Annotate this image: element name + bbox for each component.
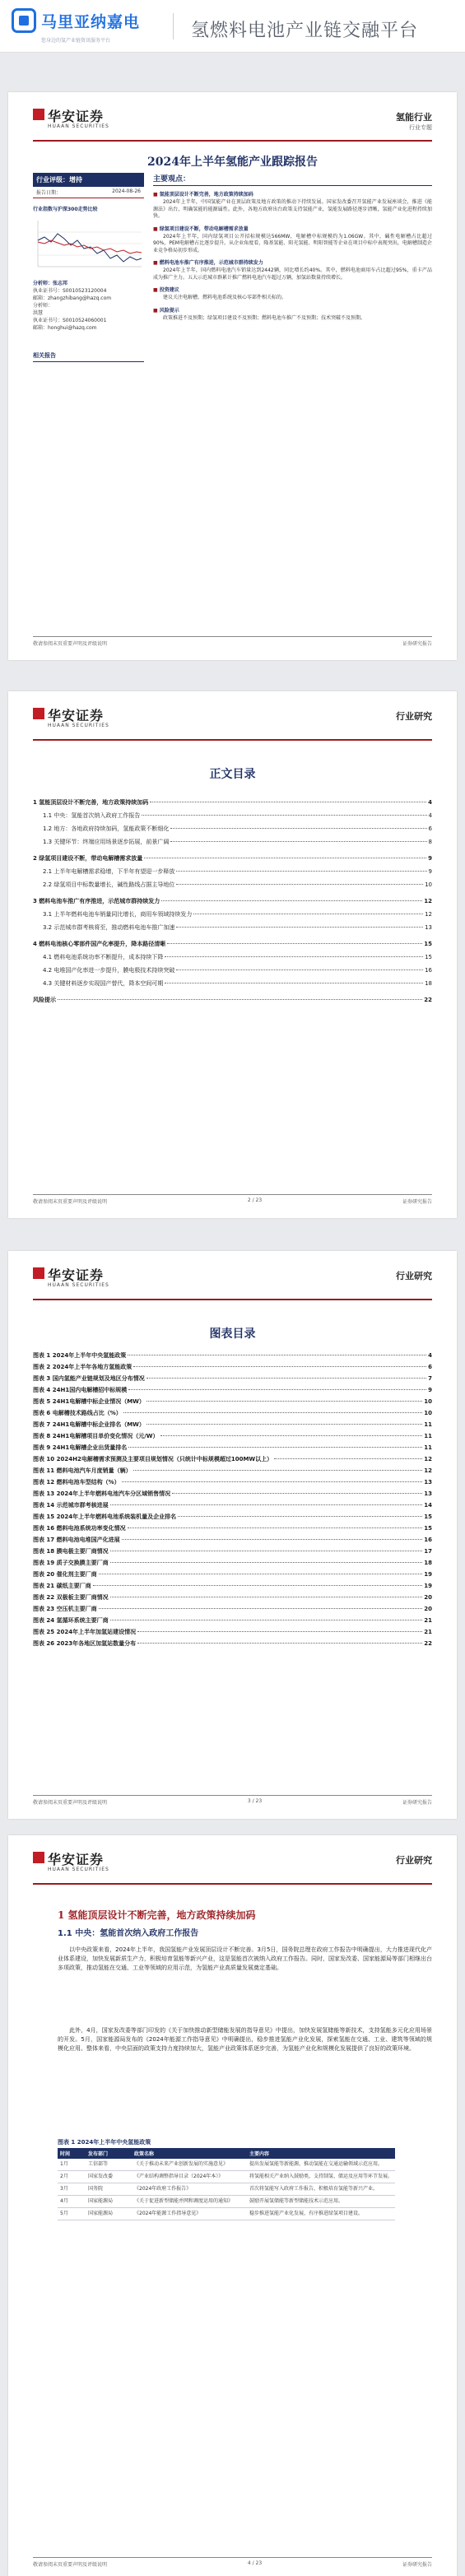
figure-entry[interactable]	[33, 1628, 432, 1636]
report-type: 行业专题	[409, 124, 432, 131]
column-header: 时间	[58, 2148, 86, 2159]
analyst-line: 执业证书号：S0010524060001	[33, 318, 107, 323]
toc-entry-page: 22	[424, 997, 432, 1003]
footer-disclaimer: 敬请参阅末页重要声明及评级说明	[33, 641, 108, 647]
figure-entry-page: 18	[424, 1560, 432, 1566]
toc-entry-label: 风险提示	[33, 997, 56, 1003]
figure-entry[interactable]	[33, 1605, 432, 1613]
page-header	[33, 1267, 432, 1297]
analyst-line: 执业证书号：S0010523120004	[33, 288, 107, 294]
page-number: 2 / 23	[247, 1197, 263, 1203]
toc-entry-label: 4.2 电堆国产化率进一步提升，膜电极技术持续突破	[43, 967, 175, 974]
toc-list	[33, 790, 432, 1004]
figure-entry-page: 10	[424, 1398, 432, 1405]
main-view-heading: 主要观点：	[153, 173, 432, 186]
brand-mark-icon	[12, 8, 36, 33]
firm-name: 华安证券	[48, 109, 105, 124]
toc-entry[interactable]	[33, 854, 432, 863]
analyst-info	[33, 280, 144, 332]
footer-label: 证券研究报告	[402, 641, 432, 647]
report-page-toc	[8, 691, 457, 1218]
body-paragraph: 以中央政策来看，2024年上半年，我国氢能产业发展顶层设计不断完善。3月5日，国务院总理在政府工作报告中明确提出，大力推进现代化产业体系建设，加快发展新质生产力，积极培育氢能等新兴产业，这是氢能首次被纳入政府工作报告。同时，国家发改委、国家能源局等部门相继出台多项政策，推动氢能在交通、工业等领域的应用示范，为氢能产业高质量发展奠定基础。	[58, 1946, 432, 1971]
toc-entry[interactable]	[33, 979, 432, 988]
figure-entry-page: 14	[424, 1502, 432, 1509]
figure-entry-page: 11	[424, 1433, 432, 1439]
table-row	[58, 2208, 395, 2220]
index-chart-title: 行业指数与沪深300走势比较	[33, 207, 98, 212]
footer-label: 证券研究报告	[402, 1800, 432, 1806]
figure-entry-label: 图表 18 膜电极主要厂商情况	[33, 1548, 109, 1555]
table-row	[58, 2183, 395, 2196]
figure-entry-page: 10	[424, 1410, 432, 1416]
figure-entry-label: 图表 8 24H1电解槽项目单价变化情况（元/W）	[33, 1433, 159, 1439]
point-body: 2024年上半年，中国氢能产业在顶层政策及地方政策的推动下持续发展。国家发改委召开氢能产业发展座谈会，推进《能源法》出台，明确氢能的能源属性。此外，各地方政府出台政策支持氢能产业，氢能发展路径逐步清晰，氢能产业化进程持续加快。	[153, 199, 432, 219]
figure-entry-label: 图表 11 燃料电池汽车月度销量（辆）	[33, 1467, 132, 1474]
toc-leader	[122, 1481, 423, 1482]
brand-logo[interactable]	[12, 8, 140, 33]
point-1	[153, 190, 432, 221]
firm-name: 华安证券	[48, 1267, 105, 1283]
figure-entry[interactable]	[33, 1386, 432, 1394]
figure-entry-page: 20	[424, 1594, 432, 1601]
brand-name: 马里亚纳嘉电	[41, 12, 141, 31]
figure-entry-label: 图表 5 24H1电解槽中标企业情况（MW）	[33, 1398, 145, 1405]
table-cell: 国家能源局	[86, 2196, 132, 2208]
toc-entry-label: 1.3 关键环节：终端应用场景逐步拓展，前景广阔	[43, 839, 170, 845]
figure-entry[interactable]	[33, 1639, 432, 1648]
table-cell: 《关于促进新型储能并网和调度运用的通知》	[132, 2196, 247, 2208]
analyst-name: 张志邦	[53, 281, 68, 286]
figure-entry-page: 12	[424, 1467, 432, 1474]
toc-leader	[161, 900, 422, 901]
toc-leader	[172, 1493, 422, 1494]
figure-entry-label: 图表 13 2024年上半年燃料电池汽车分区域销售情况	[33, 1490, 171, 1497]
report-date-label: 报告日期：	[36, 190, 62, 196]
industry-name: 氢能行业	[396, 112, 432, 123]
figure-entry-page: 16	[424, 1537, 432, 1543]
report-page-figures	[8, 1251, 457, 1819]
toc-entry[interactable]	[33, 996, 432, 1004]
toc-entry-page: 9	[428, 855, 432, 862]
column-header: 政策名称	[132, 2148, 247, 2159]
page-number: 4 / 23	[247, 2560, 263, 2566]
figure-entry[interactable]	[33, 1524, 432, 1532]
analyst-label: 分析师：	[33, 281, 53, 286]
toc-entry-page: 18	[425, 980, 432, 987]
toc-entry[interactable]	[33, 811, 432, 820]
point-body: 政策推进不及预期；绿氢项目建设不及预期；燃料电池车推广不及预期；技术突破不及预期。	[163, 314, 366, 321]
figure-entry[interactable]	[33, 1374, 432, 1383]
toc-leader	[99, 1608, 423, 1609]
figure-entry-page: 19	[424, 1571, 432, 1578]
table-cell: 《产业结构调整指导目录（2024年本）》	[132, 2171, 247, 2183]
table-row	[58, 2159, 395, 2171]
toc-entry-label: 4.1 燃料电池系统功率不断提升，成本持续下降	[43, 954, 164, 960]
toc-entry[interactable]	[33, 798, 432, 807]
table-cell: 《关于推动未来产业创新发展的实施意见》	[132, 2159, 247, 2171]
toc-entry-label: 1 氢能顶层设计不断完善，地方政策持续加码	[33, 799, 149, 806]
figure-entry-label: 图表 23 空压机主要厂商	[33, 1606, 97, 1612]
table-cell: 国家发改委	[86, 2171, 132, 2183]
table-cell: 2月	[58, 2171, 86, 2183]
page-footer	[33, 636, 432, 647]
figure-entry[interactable]	[33, 1455, 432, 1463]
table-cell: 首次将氢能写入政府工作报告，积极培育氢能等新兴产业。	[247, 2183, 395, 2196]
figure-entry[interactable]	[33, 1432, 432, 1440]
policy-table	[58, 2148, 395, 2220]
column-header: 发布部门	[86, 2148, 132, 2159]
toc-leader	[128, 1389, 426, 1390]
toc-entry-page: 15	[424, 941, 432, 947]
footer-label: 证券研究报告	[402, 2562, 432, 2568]
industry-rating: 行业评级：增持	[33, 173, 144, 187]
toc-leader	[165, 956, 423, 957]
analyst-line: 邮箱：honghui@hazq.com	[33, 325, 97, 331]
point-3	[153, 258, 432, 281]
toc-entry-page: 8	[428, 839, 432, 845]
figure-entry-label: 图表 26 2023年各地区加氢站数量分布	[33, 1640, 137, 1647]
toc-entry-page: 12	[424, 898, 432, 904]
toc-entry[interactable]	[33, 897, 432, 905]
firm-logo-icon	[33, 708, 44, 719]
toc-leader	[133, 1366, 426, 1367]
left-sidebar	[33, 173, 144, 362]
figure-entry-page: 7	[428, 1375, 432, 1382]
figure-entry-label: 图表 17 燃料电池电堆国产化进展	[33, 1537, 120, 1543]
column-header: 主要内容	[247, 2148, 395, 2159]
page-header	[33, 708, 432, 737]
figure-entry[interactable]	[33, 1616, 432, 1625]
figure-entry[interactable]	[33, 1351, 432, 1360]
firm-name-en: HUAAN SECURITIES	[48, 1867, 109, 1872]
toc-entry-page: 10	[425, 881, 432, 888]
report-title: 2024年上半年氢能产业跟踪报告	[147, 156, 318, 169]
report-type: 行业研究	[396, 711, 432, 722]
figure-entry-label: 图表 19 质子交换膜主要厂商	[33, 1560, 109, 1566]
toc-entry[interactable]	[33, 923, 432, 932]
firm-logo-icon	[33, 109, 44, 120]
toc-leader	[142, 815, 426, 816]
toc-entry[interactable]	[33, 825, 432, 833]
toc-leader	[176, 884, 423, 885]
toc-leader	[110, 1504, 423, 1505]
table-cell: 3月	[58, 2183, 86, 2196]
table-cell: 鼓励开展氢储能等新型储能技术示范应用。	[247, 2196, 395, 2208]
figure-entry-label: 图表 7 24H1电解槽中标企业排名（MW）	[33, 1421, 145, 1428]
figure-entry[interactable]	[33, 1582, 432, 1590]
table-cell: 5月	[58, 2208, 86, 2220]
firm-logo-icon	[33, 1852, 44, 1863]
toc-leader	[93, 1585, 423, 1586]
report-date-row	[33, 187, 144, 198]
figure-entry-page: 21	[424, 1629, 432, 1635]
point-body: 2024年上半年，国内燃料电池汽车销量达到2442辆，同比增长约40%。其中，燃料电池商用车占比超过95%，重卡产品成为推广主力。五大示范城市群累计推广燃料电池汽车超过万辆，加氢站数量持续增长。	[153, 267, 432, 281]
figure-entry-page: 13	[424, 1479, 432, 1486]
figures-title: 图表目录	[209, 1328, 256, 1341]
table-row	[58, 2171, 395, 2183]
figure-entry[interactable]	[33, 1501, 432, 1509]
figure-entry[interactable]	[33, 1444, 432, 1452]
figure-entry-page: 15	[424, 1525, 432, 1532]
figure-entry-page: 19	[424, 1583, 432, 1589]
banner-divider	[173, 13, 174, 40]
page-header	[33, 109, 432, 138]
toc-leader	[146, 1378, 426, 1379]
figure-entry-page: 21	[424, 1617, 432, 1624]
figure-entry-label: 图表 4 24H1国内电解槽招中标规模	[33, 1387, 128, 1393]
chapter-heading: 1 氢能顶层设计不断完善，地方政策持续加码	[58, 1909, 256, 1921]
figure-entry-label: 图表 12 燃料电池车型结构（%）	[33, 1479, 120, 1486]
toc-leader	[160, 1435, 423, 1436]
toc-leader	[176, 927, 423, 928]
figure-entry[interactable]	[33, 1570, 432, 1579]
footer-disclaimer: 敬请参阅末页重要声明及评级说明	[33, 1199, 108, 1205]
figure-entry-label: 图表 10 2024H2电解槽需求预测及主要项目规划情况（只统计中标规模超过100MW以上）	[33, 1456, 273, 1462]
toc-entry-label: 2.1 上半年电解槽需求稳增，下半年有望迎一步释放	[43, 868, 175, 875]
figure-entry-label: 图表 20 催化剂主要厂商	[33, 1571, 97, 1578]
figure-entry-page: 9	[428, 1387, 432, 1393]
related-reports-heading: 相关报告	[33, 351, 144, 362]
toc-entry-page: 13	[425, 924, 432, 931]
figure-entry[interactable]	[33, 1513, 432, 1521]
toc-leader	[170, 841, 426, 842]
figures-list	[33, 1348, 432, 1648]
analyst-line: 邮箱：zhangzhibang@hazq.com	[33, 295, 112, 301]
point-heading: ■ 氢能顶层设计不断完善，地方政策持续加码	[153, 190, 432, 198]
figure-entry-page: 11	[424, 1444, 432, 1451]
point-heading: ■ 风险提示	[153, 306, 432, 314]
header-rule	[33, 140, 432, 142]
firm-name-en: HUAAN SECURITIES	[48, 123, 109, 129]
toc-entry-label: 2 绿氢项目建设不断，带动电解槽需求放量	[33, 855, 143, 862]
toc-entry-label: 4 燃料电池核心零部件国产化率提升，降本路径清晰	[33, 941, 166, 947]
page-footer	[33, 1795, 432, 1806]
table-cell: 国务院	[86, 2183, 132, 2196]
table-cell: 4月	[58, 2196, 86, 2208]
header-rule	[33, 739, 432, 741]
table-cell: 工信部等	[86, 2159, 132, 2171]
toc-leader	[170, 828, 426, 829]
toc-leader	[137, 1643, 422, 1644]
page-footer	[33, 1194, 432, 1205]
figure-entry-label: 图表 2 2024年上半年各地方氢能政策	[33, 1364, 133, 1370]
figure-entry-label: 图表 9 24H1电解槽企业出货量排名	[33, 1444, 128, 1451]
figure-entry-page: 15	[424, 1514, 432, 1520]
toc-leader	[110, 1562, 423, 1563]
toc-entry[interactable]	[33, 867, 432, 876]
top-banner	[0, 0, 465, 53]
toc-entry-label: 3.1 上半年燃料电池车销量同比增长，商用车领域持续发力	[43, 911, 193, 918]
toc-leader	[274, 1458, 422, 1459]
toc-leader	[123, 1412, 422, 1413]
toc-entry-page: 15	[425, 954, 432, 960]
point-heading: ■ 绿氢项目建设不断，带动电解槽需求放量	[153, 225, 432, 232]
figure-entry-label: 图表 14 示范城市群考核进展	[33, 1502, 109, 1509]
table-cell: 1月	[58, 2159, 86, 2171]
figure-entry[interactable]	[33, 1421, 432, 1429]
body-paragraph: 此外，4月，国家发改委等部门印发的《关于加快推动新型储能发展的指导意见》中提出，加快发展氢储能等新技术，支持氢能多元化应用场景的开发。5月，国家能源局发布的《2024年能源工作指导意见》中明确提出，稳步推进氢能产业化发展，探索氢能在交通、工业、建筑等领域的规模化应用。整体来看，中央层面的政策支持力度持续加大，氢能产业政策体系逐步完善，为氢能产业化和规模化发展提供了良好的政策环境。	[58, 2027, 432, 2052]
toc-title: 正文目录	[209, 768, 256, 781]
table-cell: 将氢能相关产业纳入鼓励类，支持制氢、储运及应用等环节发展。	[247, 2171, 395, 2183]
table-cell: 《2024年政府工作报告》	[132, 2183, 247, 2196]
figure-entry-label: 图表 6 电解槽技术路线占比（%）	[33, 1410, 122, 1416]
table-row	[58, 2196, 395, 2208]
page-header	[33, 1852, 432, 1881]
toc-entry-page: 16	[425, 967, 432, 974]
figure-entry-page: 4	[428, 1352, 432, 1359]
toc-entry-page: 12	[425, 911, 432, 918]
section-heading: 1.1 中央：氢能首次纳入政府工作报告	[58, 1929, 199, 1938]
point-4	[153, 286, 432, 302]
figure-entry-label: 图表 21 碳纸主要厂商	[33, 1583, 91, 1589]
figure-entry-label: 图表 22 双极板主要厂商情况	[33, 1594, 109, 1601]
firm-name: 华安证券	[48, 708, 105, 723]
page-footer	[33, 2557, 432, 2568]
figure-entry-label: 图表 24 氢循环系统主要厂商	[33, 1617, 109, 1624]
figure-entry-label: 图表 1 2024年上半年中央氢能政策	[33, 1352, 127, 1359]
toc-entry-label: 4.3 关键材料逐步实现国产替代，降本空间可期	[43, 980, 164, 987]
table-cell: 提出发展氢能等新能源，推动氢能在交通运输领域示范应用。	[247, 2159, 395, 2171]
toc-entry[interactable]	[33, 966, 432, 974]
banner-title: 氢燃料电池产业链交融平台	[191, 21, 419, 41]
firm-name: 华安证券	[48, 1852, 105, 1867]
point-5	[153, 306, 432, 323]
brand-slogan: 您身边的氢产业链资讯服务平台	[41, 38, 111, 44]
report-type: 行业研究	[396, 1271, 432, 1281]
report-page-chapter1	[8, 1835, 457, 2576]
toc-leader	[178, 1516, 422, 1517]
figure-entry[interactable]	[33, 1559, 432, 1567]
figure-entry-page: 12	[424, 1456, 432, 1462]
point-body: 建议关注电解槽、燃料电池系统及核心零部件相关标的。	[163, 295, 287, 300]
table-title: 图表 1 2024年上半年中央氢能政策	[58, 2139, 151, 2146]
toc-entry-page: 4	[428, 799, 432, 806]
figure-entry-page: 22	[424, 1640, 432, 1647]
footer-disclaimer: 敬请参阅末页重要声明及评级说明	[33, 2562, 108, 2568]
table-cell: 国家能源局	[86, 2208, 132, 2220]
toc-leader	[167, 943, 422, 944]
footer-disclaimer: 敬请参阅末页重要声明及评级说明	[33, 1800, 108, 1806]
table-header-row	[58, 2148, 395, 2159]
point-heading: ■ 投资建议	[153, 286, 432, 293]
toc-leader	[128, 1447, 422, 1448]
figure-entry[interactable]	[33, 1409, 432, 1417]
toc-leader	[133, 1470, 423, 1471]
point-2	[153, 225, 432, 255]
firm-logo-icon	[33, 1267, 44, 1279]
figure-entry-label: 图表 3 国内氢能产业链规划及地区分布情况	[33, 1375, 145, 1382]
toc-leader	[176, 871, 426, 872]
toc-leader	[58, 999, 422, 1000]
toc-entry-label: 3 燃料电池车推广有序推进，示范城市群持续发力	[33, 898, 160, 904]
table-cell: 稳步推进氢能产业化发展，有序推进绿氢项目建设。	[247, 2208, 395, 2220]
figure-entry-label: 图表 25 2024年上半年加氢站建设情况	[33, 1629, 137, 1635]
table-cell: 《2024年能源工作指导意见》	[132, 2208, 247, 2220]
toc-leader	[146, 1401, 422, 1402]
figure-entry[interactable]	[33, 1547, 432, 1555]
toc-entry[interactable]	[33, 953, 432, 961]
figure-entry[interactable]	[33, 1593, 432, 1602]
firm-name-en: HUAAN SECURITIES	[48, 1282, 109, 1288]
toc-entry-page: 6	[428, 825, 432, 832]
figure-entry-page: 13	[424, 1490, 432, 1497]
toc-entry[interactable]	[33, 910, 432, 918]
toc-leader	[176, 969, 423, 970]
toc-entry-label: 3.2 示范城市群考核将至，推动燃料电池车推广加速	[43, 924, 175, 931]
toc-leader	[146, 1424, 422, 1425]
main-points	[153, 173, 432, 322]
figure-entry[interactable]	[33, 1467, 432, 1475]
toc-entry-label: 1.1 中央：氢能首次纳入政府工作报告	[43, 812, 141, 819]
figure-entry[interactable]	[33, 1363, 432, 1371]
analyst-line: 分析师：	[33, 303, 53, 309]
header-rule	[33, 1299, 432, 1300]
figure-entry[interactable]	[33, 1490, 432, 1498]
toc-leader	[122, 1539, 423, 1540]
toc-entry[interactable]	[33, 838, 432, 846]
toc-entry[interactable]	[33, 940, 432, 948]
figure-entry[interactable]	[33, 1536, 432, 1544]
index-comparison-chart	[33, 216, 144, 273]
toc-entry-page: 4	[428, 812, 432, 819]
toc-leader	[128, 1527, 423, 1528]
figure-entry-label: 图表 16 燃料电池系统功率变化情况	[33, 1525, 126, 1532]
figure-entry-page: 20	[424, 1606, 432, 1612]
firm-name-en: HUAAN SECURITIES	[48, 723, 109, 728]
report-type: 行业研究	[396, 1855, 432, 1866]
figure-entry-page: 11	[424, 1421, 432, 1428]
report-date: 2024-08-26	[112, 188, 141, 194]
figure-entry[interactable]	[33, 1478, 432, 1486]
figure-entry-page: 6	[428, 1364, 432, 1370]
toc-entry-label: 1.2 地方：各地政府持续加码，氢能政策不断细化	[43, 825, 170, 832]
toc-entry-label: 2.2 绿氢项目中标数量增长，碱性路线占据主导地位	[43, 881, 175, 888]
point-body: 2024年上半年，国内绿氢项目公开招标规模达566MW，电解槽中标规模约为1.06GW。其中，碱性电解槽占比超过90%，PEM电解槽占比逐步提升。从企业角度看，隆基氢能、阳光氢能、明阳智能等企业在项目中标中表现突出，电解槽制造企业竞争格局初步形成。	[153, 233, 432, 253]
page-number: 3 / 23	[247, 1798, 263, 1804]
point-heading: ■ 燃料电池车推广有序推进，示范城市群持续发力	[153, 258, 432, 266]
analyst-line: 洪慧	[33, 310, 44, 316]
toc-entry-page: 9	[428, 868, 432, 875]
figure-entry-page: 17	[424, 1548, 432, 1555]
figure-entry-label: 图表 15 2024年上半年燃料电池系统装机量及企业排名	[33, 1514, 177, 1520]
header-rule	[33, 1883, 432, 1885]
toc-leader	[137, 1631, 422, 1632]
toc-entry[interactable]	[33, 881, 432, 889]
report-page-cover	[8, 92, 457, 660]
footer-label: 证券研究报告	[402, 1199, 432, 1205]
figure-entry[interactable]	[33, 1397, 432, 1406]
